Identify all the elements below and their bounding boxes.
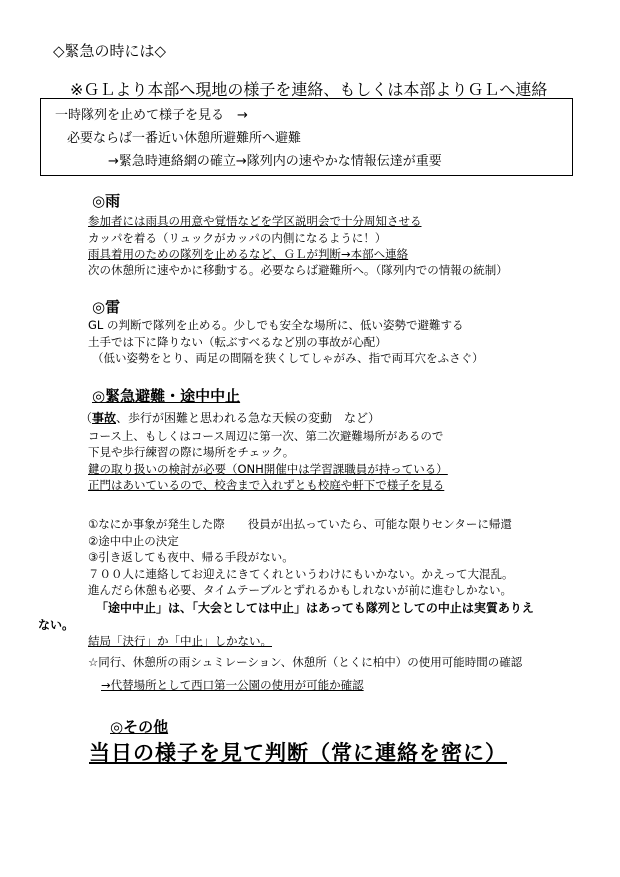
other-big-text: 当日の様子を見て判断（常に連絡を密に） [89, 741, 507, 765]
emergency-case-label: 事故 [92, 411, 117, 425]
thunder-line-3: （低い姿勢をとり、両足の間隔を狭くしてしゃがみ、指で両耳穴をふさぐ） [92, 351, 484, 365]
step-4: ７００人に連絡してお迎えにきてくれというわけにもいかない。かえって大混乱。 [88, 567, 514, 581]
step-3: ③引き返しても夜中、帰る手段がない。 [88, 550, 294, 564]
emergency-case-prefix: （ [80, 411, 93, 425]
rain-line-3: 雨具着用のための隊列を止めるなど、ＧＬが判断→本部へ連絡 [88, 247, 409, 261]
thunder-line-2: 土手では下に降りない（転ぶすべるなど別の事故が心配） [88, 335, 387, 349]
other-heading: ◎その他 [110, 718, 169, 736]
emergency-line-1: コース上、もしくはコース周辺に第一次、第二次避難場所があるので [88, 429, 444, 443]
bold-note-2: ない。 [38, 618, 75, 632]
alt-place-note: →代替場所として西口第一公園の使用が可能か確認 [101, 678, 364, 692]
contact-rule: ※ＧＬより本部へ現地の様子を連絡、もしくは本部よりＧＬへ連絡 [70, 80, 548, 99]
check-note: ☆同行、休憩所の雨シュミレーション、休憩所（とくに柏中）の使用可能時間の確認 [88, 655, 523, 669]
thunder-heading: ◎雷 [92, 298, 121, 316]
rain-line-1: 参加者には雨具の用意や覚悟などを学区説明会で十分周知させる [88, 214, 422, 228]
step-1: ①なにか事象が発生した際 役員が出払っていたら、可能な限りセンターに帰還 [88, 517, 512, 531]
emergency-line-2: 下見や歩行練習の際に場所をチェック。 [88, 445, 295, 459]
step-2: ②途中中止の決定 [88, 534, 179, 548]
rain-line-4: 次の休憩所に速やかに移動する。必要ならば避難所へ。（隊列内での情報の統制） [88, 263, 508, 277]
emergency-line-3: 鍵の取り扱いの検討が必要（ONH開催中は学習課職員が持っている） [88, 462, 448, 476]
rain-line-2: カッパを着る（リュックがカッパの内側になるように！） [88, 231, 387, 245]
emergency-case [80, 409, 380, 426]
box-line-1: 一時隊列を止めて様子を見る → [55, 108, 248, 123]
rain-heading: ◎雨 [92, 192, 121, 210]
conclusion: 結局「決行」か「中止」しかない。 [88, 634, 272, 648]
box-line-3: →緊急時連絡網の確立→隊列内の速やかな情報伝達が重要 [108, 154, 442, 169]
thunder-line-1: GL の判断で隊列を止める。少しでも安全な場所に、低い姿勢で避難する [88, 318, 464, 332]
bold-note-1: 「途中中止」は、「大会としては中止」はあっても隊列としての中止は実質ありえ [96, 601, 534, 615]
emergency-case-rest: 、歩行が困難と思われる急な天候の変動 など） [116, 411, 381, 425]
emergency-line-4: 正門はあいているので、校舎まで入れずとも校庭や軒下で様子を見る [88, 478, 445, 492]
step-5: 進んだら休憩も必要、タイムテーブルとずれるかもしれないが前に進むしかない。 [88, 583, 513, 597]
box-line-2: 必要ならば一番近い休憩所避難所へ避難 [67, 131, 302, 146]
section-title: ◇緊急の時には◇ [53, 42, 167, 60]
emergency-heading: ◎緊急避難・途中中止 [92, 387, 241, 405]
